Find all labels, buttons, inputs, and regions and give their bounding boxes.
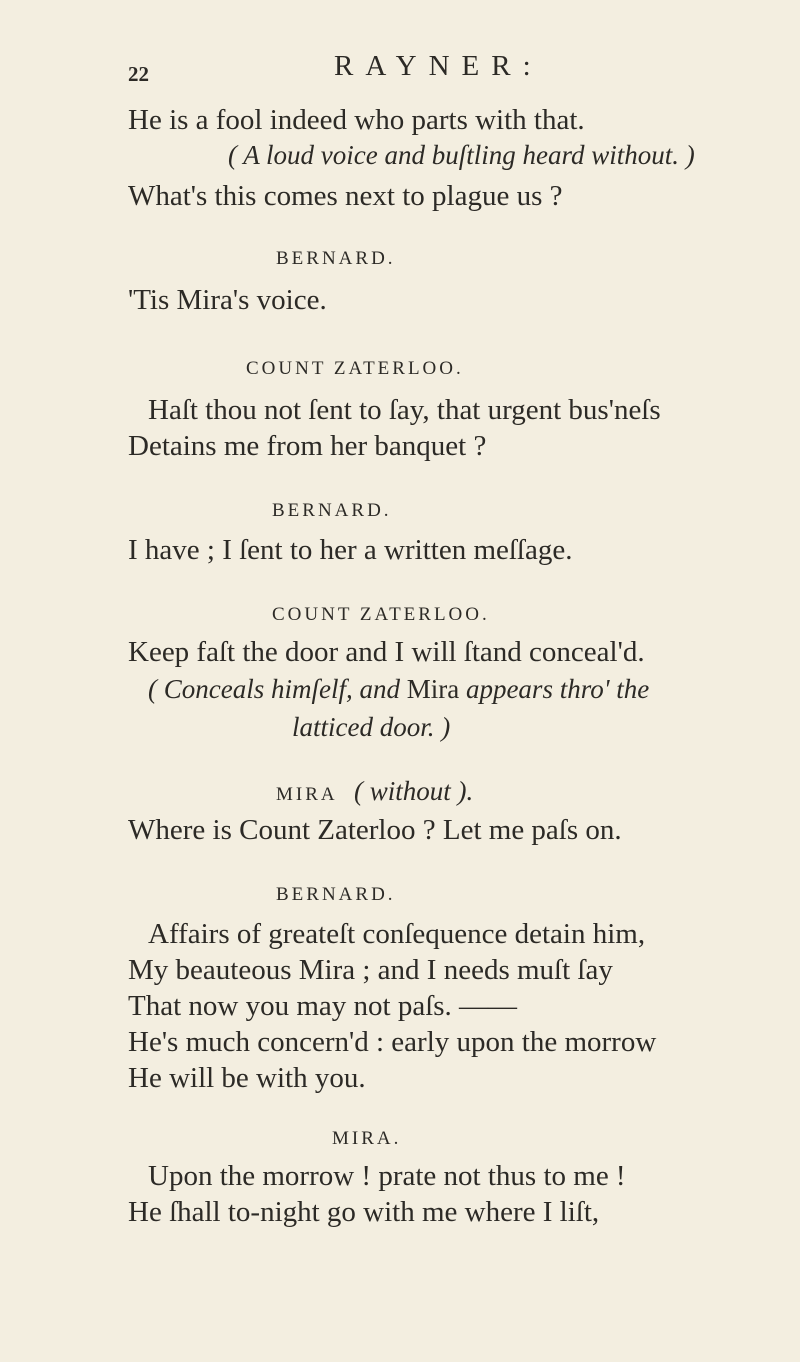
running-title: RAYNER: [334,50,543,82]
stage-direction-part: ( Conceals himſelf, and [148,674,400,704]
verse-line: Keep faſt the door and I will ſtand conceal'd. [128,636,645,668]
verse-line: Upon the morrow ! prate not thus to me ! [148,1160,626,1192]
speaker-name: BERNARD. [276,884,396,905]
verse-line: Where is Count Zaterloo ? Let me paſs on. [128,814,622,846]
verse-line: Affairs of greateſt conſequence detain him, [148,918,646,950]
speaker-name: MIRA. [332,1128,402,1149]
stage-direction [148,674,649,705]
verse-line: That now you may not paſs. —— [128,990,518,1022]
character-name: Mira [406,674,460,704]
verse-line: He will be with you. [128,1062,366,1094]
page-number: 22 [128,62,149,86]
verse-line: Haſt thou not ſent to ſay, that urgent bus'neſs [148,394,661,426]
speaker-name: COUNT ZATERLOO. [272,604,490,625]
speaker-name: COUNT ZATERLOO. [246,358,464,379]
verse-line: Detains me from her banquet ? [128,430,487,462]
speaker-name: BERNARD. [272,500,392,521]
verse-line: He's much concern'd : early upon the morrow [128,1026,657,1058]
verse-line: My beauteous Mira ; and I needs muſt ſay [128,954,613,986]
verse-line: He is a fool indeed who parts with that. [128,104,585,136]
speaker-name: BERNARD. [276,248,396,269]
verse-line: He ſhall to-night go with me where I liſt, [128,1196,600,1228]
verse-line: What's this comes next to plague us ? [128,180,563,212]
speaker-direction: ( without ). [354,776,474,806]
verse-line: 'Tis Mira's voice. [128,284,327,316]
verse-line: I have ; I ſent to her a written meſſage. [128,534,573,566]
speaker-name: MIRA [276,784,338,805]
stage-direction: ( A loud voice and buſtling heard without. ) [228,140,695,170]
stage-direction: latticed door. ) [292,712,451,742]
stage-direction-part: appears thro' the [465,674,650,704]
